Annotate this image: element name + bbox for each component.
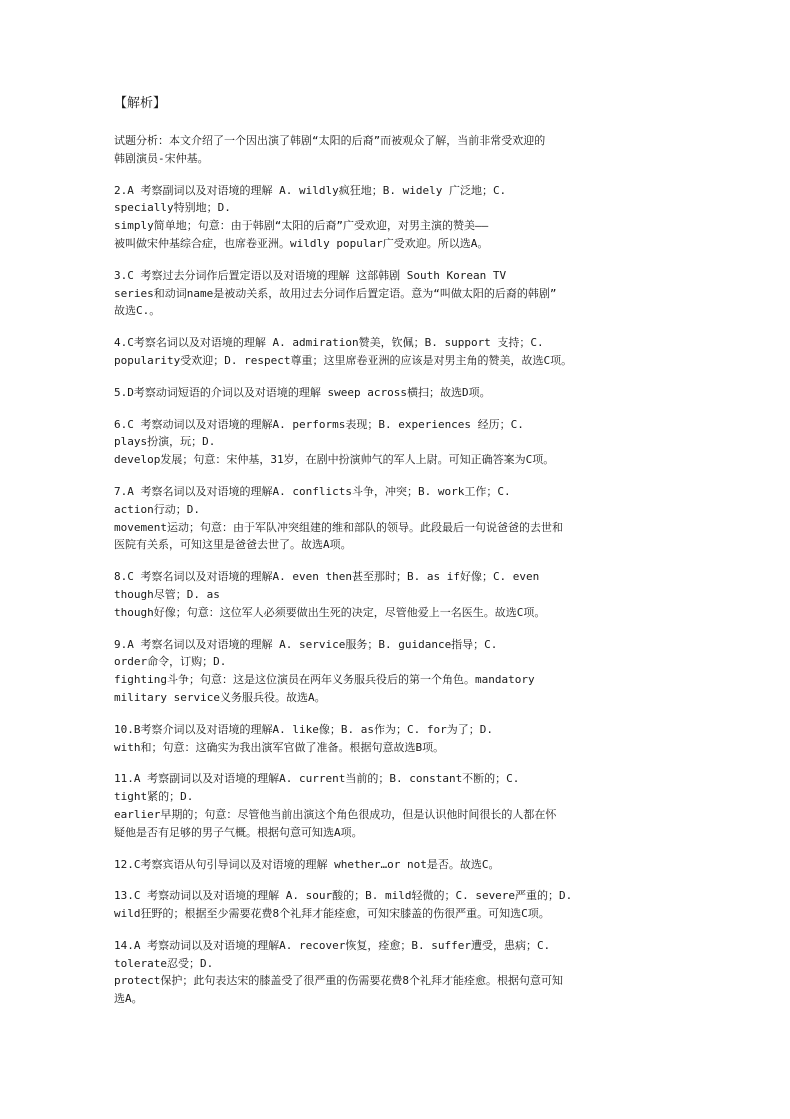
paragraph-q8 bbox=[114, 568, 684, 621]
text-line: 被叫做宋仲基综合症，也席卷亚洲。wildly popular广受欢迎。所以选A。 bbox=[114, 236, 489, 250]
text-line: popularity受欢迎；D. respect尊重；这里席卷亚洲的应该是对男主角的赞美，故选C项。 bbox=[114, 353, 573, 367]
text-line: 3.C 考察过去分词作后置定语以及对语境的理解 这部韩剧 South Korean TV bbox=[114, 268, 507, 282]
text-line: tight紧的；D. bbox=[114, 790, 194, 804]
explanation-page bbox=[114, 95, 684, 1022]
text-line: 韩剧演员-宋仲基。 bbox=[114, 151, 209, 165]
text-line: 疑他是否有足够的男子气概。根据句意可知选A项。 bbox=[114, 825, 363, 839]
text-line: though尽管；D. as bbox=[114, 587, 220, 601]
paragraph-q14 bbox=[114, 937, 684, 1008]
text-line: series和动词name是被动关系，故用过去分词作后置定语。意为“叫做太阳的后裔的韩剧” bbox=[114, 286, 557, 300]
text-line: 11.A 考察副词以及对语境的理解A. current当前的；B. constant不断的；C. bbox=[114, 772, 520, 786]
text-line: 故选C.。 bbox=[114, 304, 161, 318]
text-line: movement运动；句意：由于军队冲突组建的维和部队的领导。此段最后一句说爸爸的去世和 bbox=[114, 520, 563, 534]
text-line: 12.C考察宾语从句引导词以及对语境的理解 whether…or not是否。故选C。 bbox=[114, 857, 500, 871]
paragraph-q4 bbox=[114, 334, 684, 370]
text-line: specially特别地；D. bbox=[114, 201, 231, 215]
text-line: 6.C 考察动词以及对语境的理解A. performs表现；B. experiences 经历；C. bbox=[114, 417, 524, 431]
text-line: 4.C考察名词以及对语境的理解 A. admiration赞美，钦佩；B. support 支持；C. bbox=[114, 336, 544, 350]
text-line: military service义务服兵役。故选A。 bbox=[114, 690, 326, 704]
paragraph-q2 bbox=[114, 182, 684, 253]
text-line: 5.D考察动词短语的介词以及对语境的理解 sweep across横扫；故选D项。 bbox=[114, 385, 491, 399]
text-line: action行动；D. bbox=[114, 502, 200, 516]
text-line: with和；句意：这确实为我出演军官做了准备。根据句意故选B项。 bbox=[114, 740, 445, 754]
text-line: 2.A 考察副词以及对语境的理解 A. wildly疯狂地；B. widely 广泛地；C. bbox=[114, 183, 507, 197]
paragraph-q11 bbox=[114, 770, 684, 841]
text-line: order命令，订购；D. bbox=[114, 655, 227, 669]
text-line: plays扮演，玩；D. bbox=[114, 435, 216, 449]
text-line: though好像；句意：这位军人必须要做出生死的决定，尽管他爱上一名医生。故选C项。 bbox=[114, 605, 546, 619]
paragraph-q13 bbox=[114, 887, 684, 923]
text-line: protect保护；此句表达宋的膝盖受了很严重的伤需要花费8个礼拜才能痊愈。根据句意可知 bbox=[114, 974, 563, 988]
text-line: wild狂野的；根据至少需要花费8个礼拜才能痊愈，可知宋膝盖的伤很严重。可知选C项。 bbox=[114, 907, 550, 921]
text-line: 试题分析：本文介绍了一个因出演了韩剧“太阳的后裔”而被观众了解，当前非常受欢迎的 bbox=[114, 134, 546, 147]
text-line: 10.B考察介词以及对语境的理解A. like像；B. as作为；C. for为了；D. bbox=[114, 722, 493, 736]
text-line: 选A。 bbox=[114, 992, 143, 1006]
text-line: develop发展；句意：宋仲基，31岁，在剧中扮演帅气的军人上尉。可知正确答案为C项。 bbox=[114, 453, 555, 467]
text-line: 8.C 考察名词以及对语境的理解A. even then甚至那时；B. as if好像；C. even bbox=[114, 570, 540, 584]
explanation-body bbox=[114, 132, 684, 1008]
paragraph-q9 bbox=[114, 636, 684, 707]
paragraph-q12 bbox=[114, 856, 684, 874]
section-heading: 【解析】 bbox=[114, 96, 167, 111]
text-line: earlier早期的；句意：尽管他当前出演这个角色很成功，但是认识他时间很长的人都在怀 bbox=[114, 807, 557, 821]
text-line: tolerate忍受；D. bbox=[114, 956, 214, 970]
paragraph-q5 bbox=[114, 384, 684, 402]
text-line: 医院有关系，可知这里是爸爸去世了。故选A项。 bbox=[114, 538, 352, 552]
text-line: 13.C 考察动词以及对语境的理解 A. sour酸的；B. mild轻微的；C. severe严重的；D. bbox=[114, 889, 573, 903]
paragraph-q3 bbox=[114, 267, 684, 320]
paragraph-q7 bbox=[114, 483, 684, 554]
text-line: 14.A 考察动词以及对语境的理解A. recover恢复，痊愈；B. suffer遭受，患病；C. bbox=[114, 938, 551, 952]
text-line: 7.A 考察名词以及对语境的理解A. conflicts斗争，冲突；B. work工作；C. bbox=[114, 484, 511, 498]
text-line: simply简单地；句意：由于韩剧“太阳的后裔”广受欢迎，对男主演的赞美—— bbox=[114, 219, 489, 233]
text-line: fighting斗争；句意：这是这位演员在两年义务服兵役后的第一个角色。mandatory bbox=[114, 673, 535, 687]
text-line: 9.A 考察名词以及对语境的理解 A. service服务；B. guidance指导；C. bbox=[114, 637, 498, 651]
paragraph-intro bbox=[114, 132, 684, 168]
paragraph-q6 bbox=[114, 416, 684, 469]
paragraph-q10 bbox=[114, 721, 684, 757]
